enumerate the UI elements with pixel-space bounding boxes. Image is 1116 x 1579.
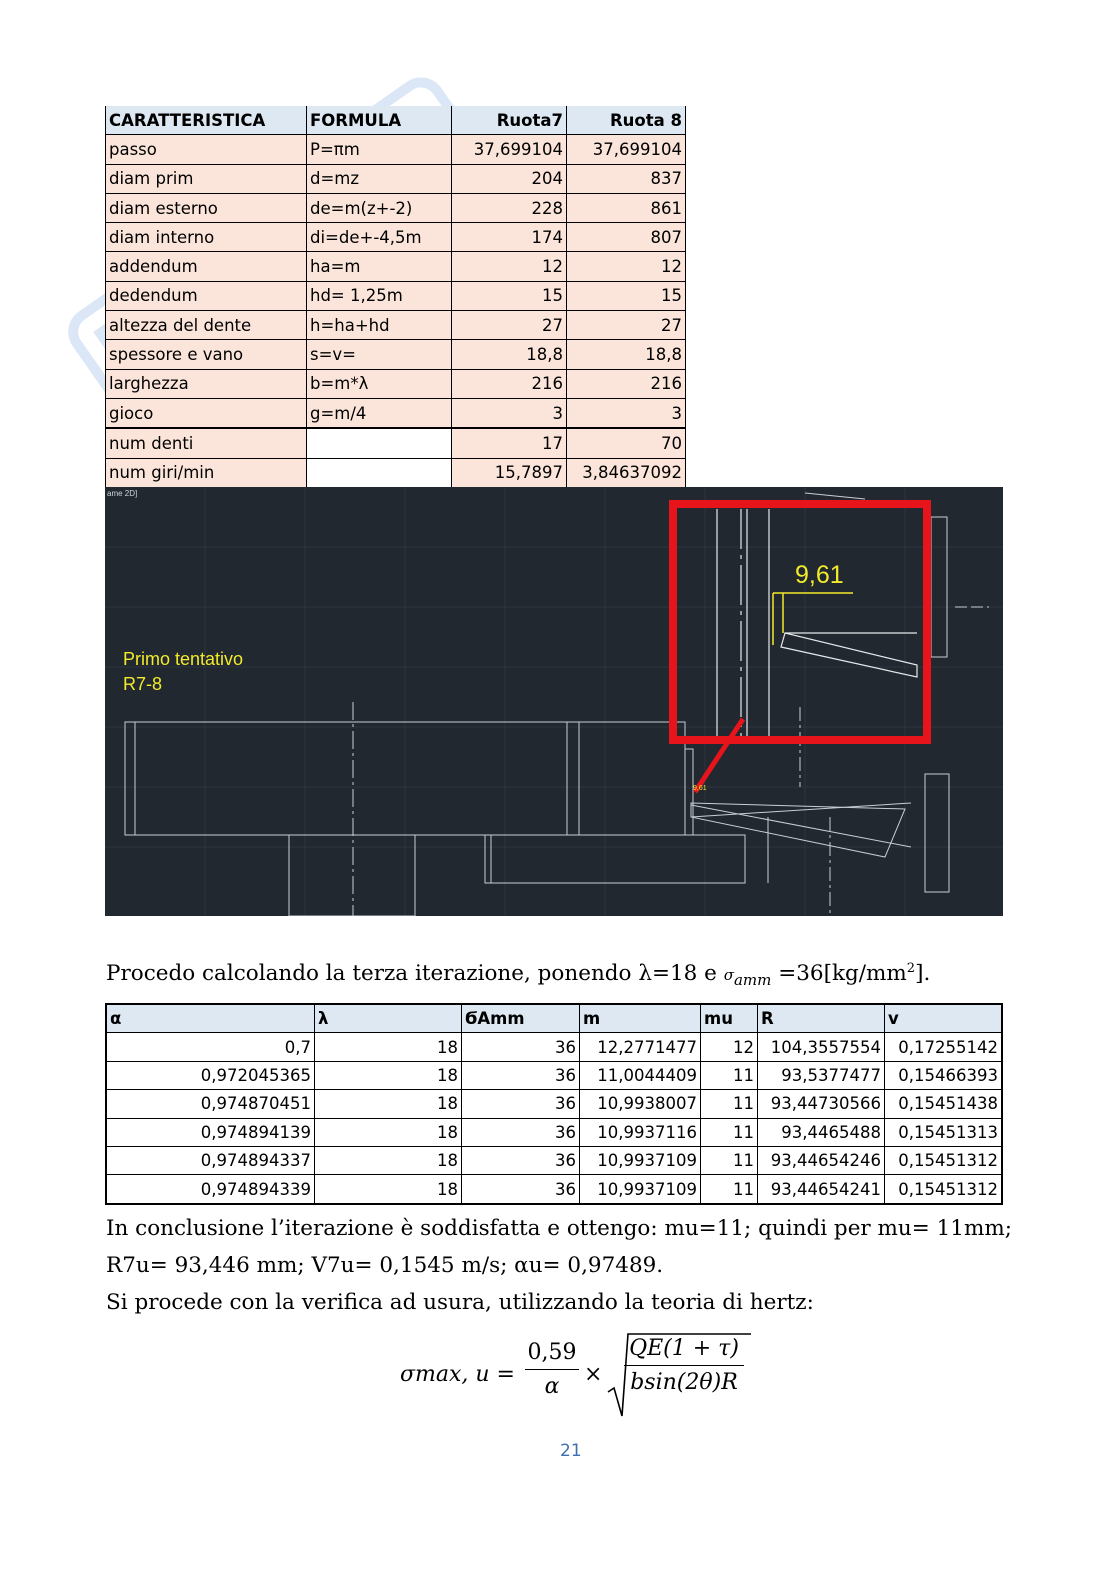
- table-header-row: [106, 106, 686, 135]
- table-cell: de=m(z+-2): [307, 193, 452, 222]
- table-row: [106, 252, 686, 281]
- zoom-highlight-box: [673, 504, 927, 740]
- table-cell: 12,2771477: [580, 1033, 701, 1061]
- table-cell: 10,9937109: [580, 1146, 701, 1174]
- table-cell: altezza del dente: [106, 311, 307, 340]
- table-cell: 93,44654241: [758, 1175, 885, 1204]
- column-header: R: [758, 1004, 885, 1033]
- table-cell: 17: [452, 428, 567, 458]
- column-header: Ruota 8: [567, 106, 686, 135]
- table-cell: 36: [462, 1146, 580, 1174]
- intro-text-end: ].: [915, 961, 931, 987]
- table-cell: 15: [567, 281, 686, 310]
- table-row: [106, 1175, 1002, 1204]
- table-cell: 204: [452, 164, 567, 193]
- table-cell: 18: [315, 1118, 462, 1146]
- table-row: [106, 311, 686, 340]
- iteration-intro: [106, 961, 930, 989]
- conclusion-line-1: In conclusione l’iterazione è soddisfatta e ottengo: mu=11; quindi per mu= 11mm;: [106, 1216, 1012, 1241]
- table-cell: 228: [452, 193, 567, 222]
- column-header: λ: [315, 1004, 462, 1033]
- gear-characteristics-table: [105, 106, 686, 488]
- cad-small-dimension: 9,61: [693, 785, 707, 792]
- table-cell: P=πm: [307, 135, 452, 164]
- formula-lhs: σmax, u =: [400, 1362, 515, 1387]
- table-cell: 15,7897: [452, 458, 567, 487]
- table-cell: dedendum: [106, 281, 307, 310]
- table-cell: 93,5377477: [758, 1061, 885, 1089]
- column-header: v: [885, 1004, 1003, 1033]
- cad-dimension-value: 9,61: [795, 561, 844, 589]
- unit-exponent: 2: [906, 961, 916, 976]
- table-cell: di=de+-4,5m: [307, 223, 452, 252]
- table-cell: hd= 1,25m: [307, 281, 452, 310]
- table-cell: 93,4465488: [758, 1118, 885, 1146]
- table-cell: 36: [462, 1033, 580, 1061]
- column-header: CARATTERISTICA: [106, 106, 307, 135]
- table-cell: 18: [315, 1033, 462, 1061]
- table-cell: 807: [567, 223, 686, 252]
- table-cell: passo: [106, 135, 307, 164]
- table-cell: 27: [567, 311, 686, 340]
- table-row: [106, 281, 686, 310]
- table-row: [106, 458, 686, 487]
- table-cell: addendum: [106, 252, 307, 281]
- table-cell: 0,15451438: [885, 1090, 1003, 1118]
- table-cell: 18: [315, 1061, 462, 1089]
- column-header: α: [106, 1004, 315, 1033]
- table-cell: 0,974894337: [106, 1146, 315, 1174]
- table-cell: 0,972045365: [106, 1061, 315, 1089]
- table-cell: 3: [567, 398, 686, 428]
- table-row: [106, 340, 686, 369]
- table-cell: 837: [567, 164, 686, 193]
- cad-annotation-line1: Primo tentativo: [123, 649, 244, 669]
- table-cell: ha=m: [307, 252, 452, 281]
- table-cell: 12: [701, 1033, 758, 1061]
- table-cell: 216: [567, 369, 686, 398]
- column-header: mu: [701, 1004, 758, 1033]
- column-header: Ruota7: [452, 106, 567, 135]
- table-cell: s=v=: [307, 340, 452, 369]
- cad-tab-label: ame 2D]: [107, 489, 138, 498]
- column-header: ϬAmm: [462, 1004, 580, 1033]
- table-header-row: [106, 1004, 1002, 1033]
- table-cell: 11: [701, 1061, 758, 1089]
- table-cell: 3: [452, 398, 567, 428]
- table-cell: 174: [452, 223, 567, 252]
- table-cell: 3,84637092: [567, 458, 686, 487]
- cad-drawing: [105, 487, 1003, 916]
- table-cell: 0,974894339: [106, 1175, 315, 1204]
- table-cell: 0,17255142: [885, 1033, 1003, 1061]
- table-cell: 18: [315, 1090, 462, 1118]
- table-cell: 15: [452, 281, 567, 310]
- fraction-denominator: α: [544, 1374, 560, 1399]
- table-cell: 12: [452, 252, 567, 281]
- table-cell: diam interno: [106, 223, 307, 252]
- cad-annotation-line2: R7-8: [123, 674, 163, 694]
- intro-text-after: =36[kg/mm: [771, 961, 907, 987]
- table-row: [106, 135, 686, 164]
- table-cell: 70: [567, 428, 686, 458]
- table-cell: num denti: [106, 428, 307, 458]
- table-cell: 0,7: [106, 1033, 315, 1061]
- table-row: [106, 428, 686, 458]
- table-cell: 11: [701, 1090, 758, 1118]
- table-cell: 0,974870451: [106, 1090, 315, 1118]
- table-cell: 18: [315, 1175, 462, 1204]
- radicand-denominator: bsin(2θ)R: [630, 1370, 738, 1395]
- page-number: 21: [560, 1441, 582, 1461]
- table-cell: 104,3557554: [758, 1033, 885, 1061]
- table-cell: [307, 458, 452, 487]
- table-cell: 0,15451312: [885, 1146, 1003, 1174]
- sigma-subscript: amm: [733, 971, 772, 990]
- table-cell: 27: [452, 311, 567, 340]
- table-cell: diam prim: [106, 164, 307, 193]
- table-cell: [307, 428, 452, 458]
- column-header: m: [580, 1004, 701, 1033]
- column-header: FORMULA: [307, 106, 452, 135]
- table-cell: spessore e vano: [106, 340, 307, 369]
- table-cell: 93,44654246: [758, 1146, 885, 1174]
- table-cell: 861: [567, 193, 686, 222]
- table-cell: 0,15466393: [885, 1061, 1003, 1089]
- cad-annotation: [123, 647, 243, 697]
- intro-text: Procedo calcolando la terza iterazione, ponendo λ=18 e: [106, 961, 724, 987]
- table-row: [106, 193, 686, 222]
- cad-linework: [105, 487, 1003, 916]
- table-cell: 0,974894139: [106, 1118, 315, 1146]
- table-cell: 37,699104: [452, 135, 567, 164]
- table-cell: gioco: [106, 398, 307, 428]
- table-cell: 11: [701, 1118, 758, 1146]
- table-row: [106, 1033, 1002, 1061]
- sigma-symbol: σ: [723, 966, 734, 985]
- radicand-numerator: QE(1 + τ): [629, 1336, 739, 1361]
- table-cell: 36: [462, 1175, 580, 1204]
- table-row: [106, 369, 686, 398]
- table-cell: 18,8: [452, 340, 567, 369]
- table-cell: 12: [567, 252, 686, 281]
- table-cell: 216: [452, 369, 567, 398]
- table-cell: b=m*λ: [307, 369, 452, 398]
- table-cell: 93,44730566: [758, 1090, 885, 1118]
- table-cell: 11: [701, 1175, 758, 1204]
- table-cell: d=mz: [307, 164, 452, 193]
- table-cell: diam esterno: [106, 193, 307, 222]
- table-row: [106, 1061, 1002, 1089]
- table-cell: 11,0044409: [580, 1061, 701, 1089]
- radicand: [624, 1336, 744, 1395]
- table-cell: 37,699104: [567, 135, 686, 164]
- table-cell: num giri/min: [106, 458, 307, 487]
- table-row: [106, 223, 686, 252]
- table-row: [106, 1118, 1002, 1146]
- table-cell: larghezza: [106, 369, 307, 398]
- iteration-table: [105, 1003, 1003, 1205]
- table-row: [106, 164, 686, 193]
- conclusion-line-2: R7u= 93,446 mm; V7u= 0,1545 m/s; αu= 0,97489.: [106, 1253, 664, 1278]
- table-cell: 10,9938007: [580, 1090, 701, 1118]
- table-cell: 10,9937109: [580, 1175, 701, 1204]
- table-row: [106, 1146, 1002, 1174]
- usura-intro: Si procede con la verifica ad usura, utilizzando la teoria di hertz:: [106, 1290, 814, 1315]
- table-cell: 18: [315, 1146, 462, 1174]
- table-cell: 36: [462, 1118, 580, 1146]
- formula-fraction: [525, 1340, 579, 1399]
- table-cell: 0,15451313: [885, 1118, 1003, 1146]
- table-row: [106, 1090, 1002, 1118]
- fraction-numerator: 0,59: [527, 1340, 577, 1365]
- table-cell: 36: [462, 1090, 580, 1118]
- times-sign: ×: [584, 1362, 603, 1387]
- table-cell: 0,15451312: [885, 1175, 1003, 1204]
- table-row: [106, 398, 686, 428]
- table-cell: g=m/4: [307, 398, 452, 428]
- table-cell: 18,8: [567, 340, 686, 369]
- table-cell: h=ha+hd: [307, 311, 452, 340]
- table-cell: 36: [462, 1061, 580, 1089]
- table-cell: 10,9937116: [580, 1118, 701, 1146]
- table-cell: 11: [701, 1146, 758, 1174]
